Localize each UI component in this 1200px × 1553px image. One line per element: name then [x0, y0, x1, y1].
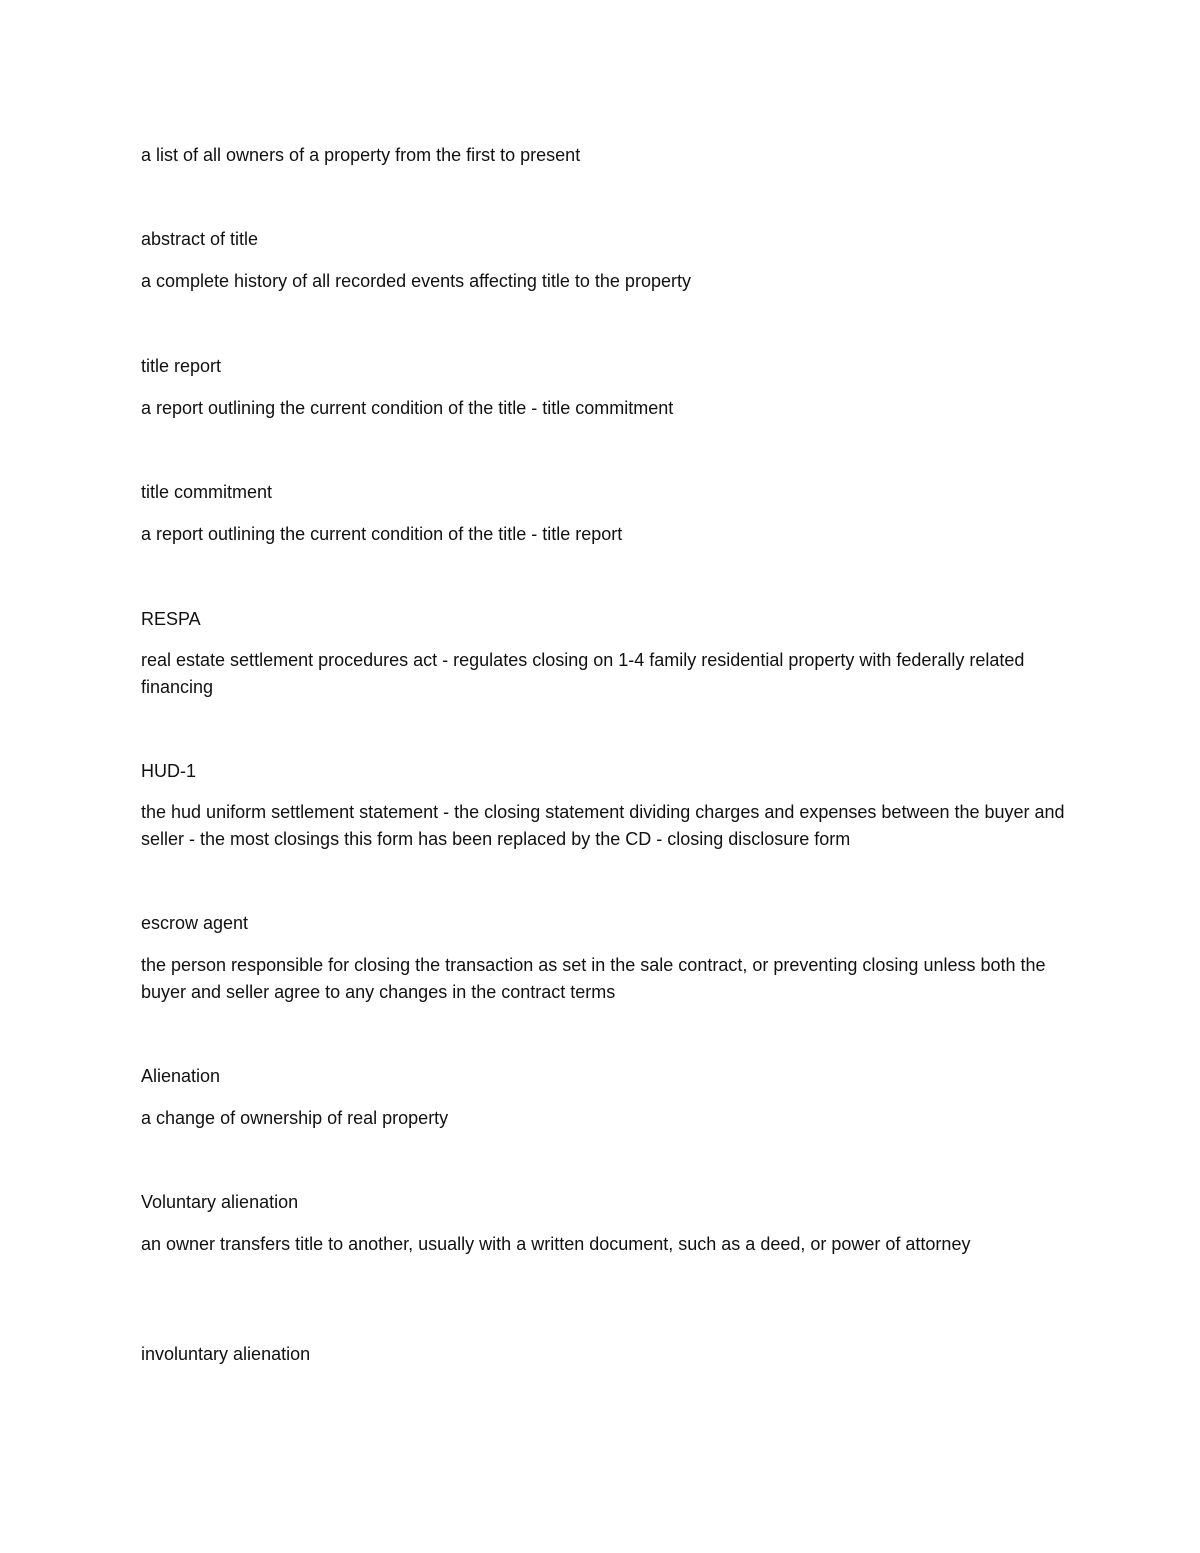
term-text: RESPA [141, 609, 201, 629]
term-text: escrow agent [141, 913, 249, 933]
definition-text: the hud uniform settlement statement - the closing statement dividing charges and expenses between the buyer and seller - the most closings this form has been replaced by the CD - closing disclosure form [141, 802, 1065, 849]
term-text: title report [141, 356, 222, 376]
definition-text: real estate settlement procedures act - regulates closing on 1-4 family residential property with federally related financing [141, 650, 1025, 697]
definition-text: a list of all owners of a property from the first to present [141, 145, 581, 165]
term-text: involuntary alienation [141, 1344, 311, 1364]
term-text: abstract of title [141, 229, 259, 249]
term-text: HUD-1 [141, 761, 197, 781]
definition-text: an owner transfers title to another, usually with a written document, such as a deed, or power of attorney [141, 1234, 971, 1254]
term-text: title commitment [141, 482, 273, 502]
definition-text: a report outlining the current condition of the title - title report [141, 524, 623, 544]
term-text: Voluntary alienation [141, 1192, 299, 1212]
definition-text: a complete history of all recorded events affecting title to the property [141, 271, 691, 291]
definition-text: a change of ownership of real property [141, 1108, 449, 1128]
term-text: Alienation [141, 1066, 221, 1086]
definition-text: the person responsible for closing the transaction as set in the sale contract, or preventing closing unless both the buyer and seller agree to any changes in the contract terms [141, 955, 1046, 1002]
definition-text: a report outlining the current condition of the title - title commitment [141, 398, 674, 418]
